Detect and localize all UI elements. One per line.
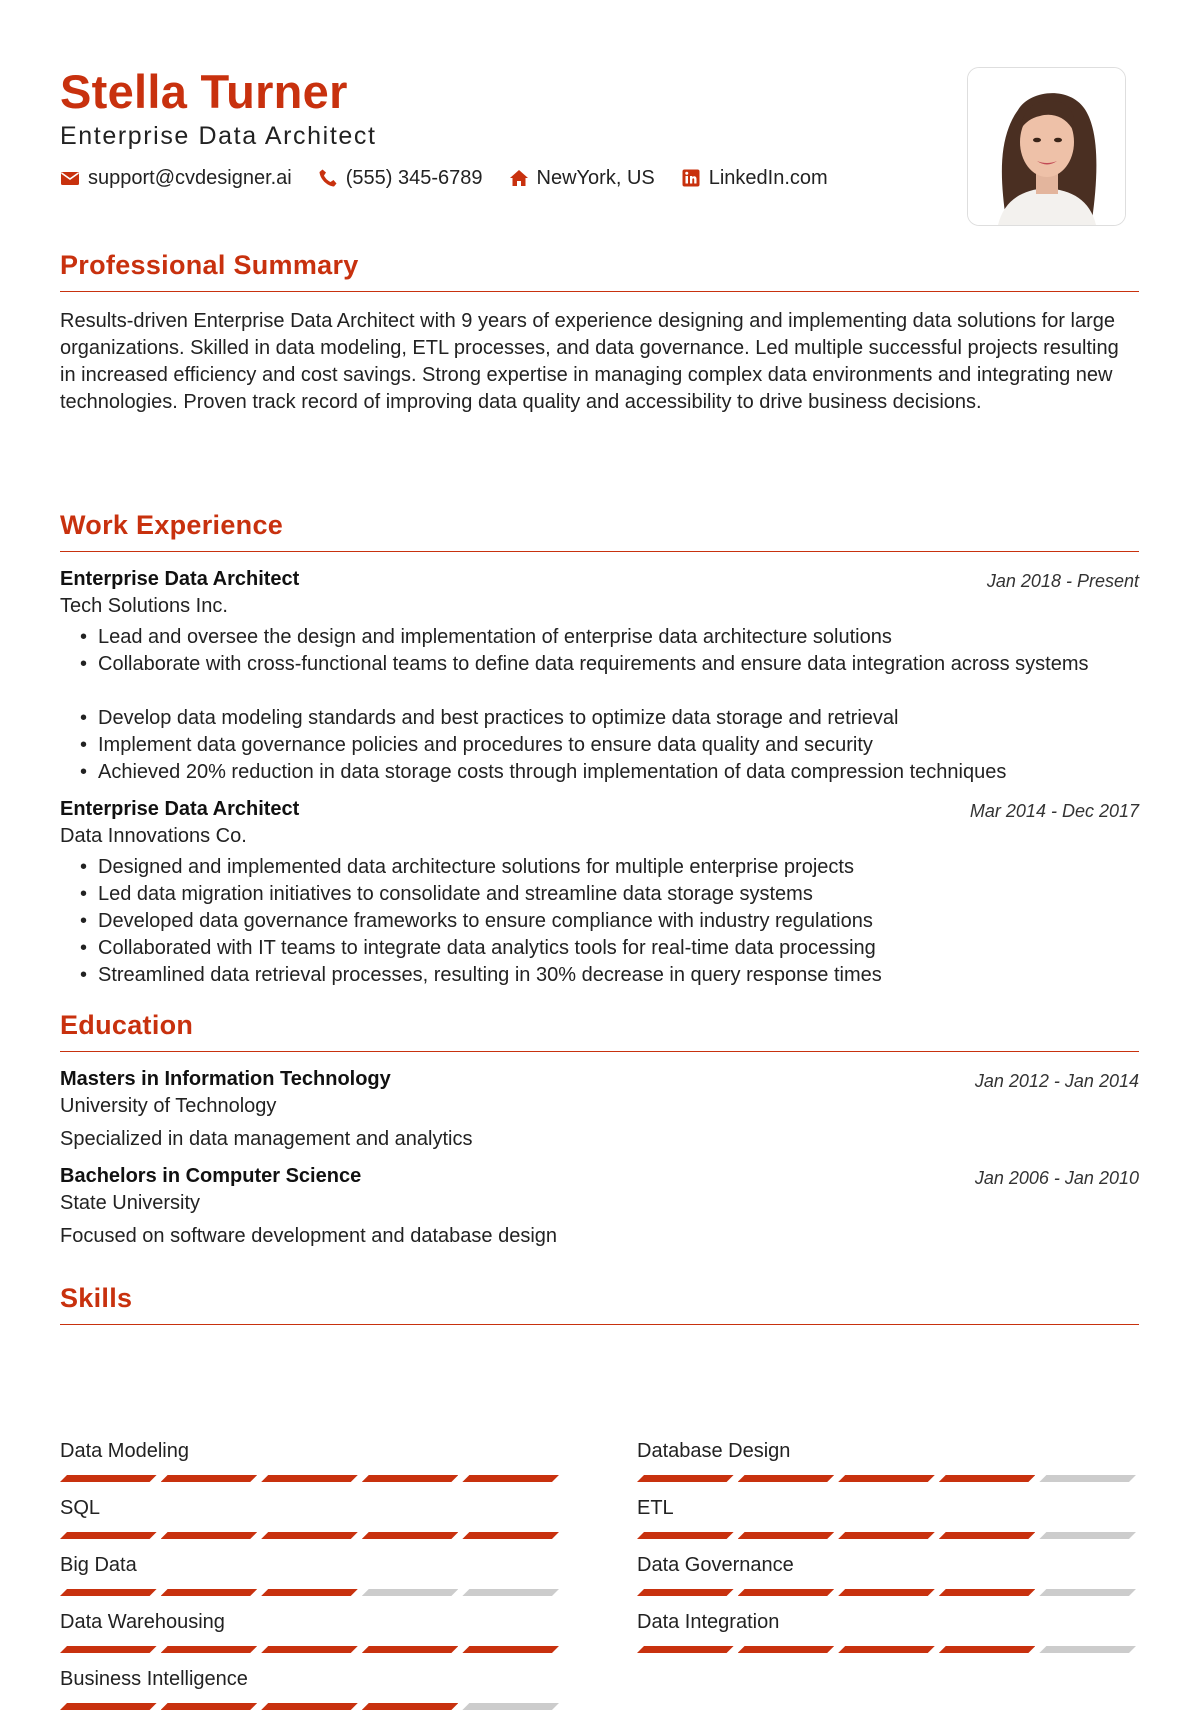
summary-section bbox=[60, 250, 1139, 416]
contact-location bbox=[509, 167, 655, 190]
experience-section bbox=[60, 510, 1139, 989]
contact-location-text: NewYork, US bbox=[536, 166, 655, 189]
skill-level-segment bbox=[161, 1532, 258, 1539]
skill-level-segment bbox=[637, 1646, 734, 1653]
skill-level-segment bbox=[362, 1589, 459, 1596]
education-heading: Education bbox=[60, 1010, 194, 1040]
skill-level-segment bbox=[462, 1703, 559, 1710]
skill-level-segment bbox=[838, 1475, 935, 1482]
home-icon bbox=[509, 168, 529, 188]
skill-name: Database Design bbox=[637, 1440, 791, 1462]
job-title: Enterprise Data Architect bbox=[60, 798, 300, 820]
skill-level-segment bbox=[738, 1646, 835, 1653]
job-bullet: • Achieved 20% reduction in data storage costs through implementation of data compression techniques bbox=[80, 759, 1139, 786]
job-bullet: • Develop data modeling standards and best practices to optimize data storage and retrieval bbox=[80, 705, 1139, 732]
skill-level-segment bbox=[161, 1646, 258, 1653]
skill-level-segment bbox=[60, 1532, 157, 1539]
section-divider bbox=[60, 551, 1139, 552]
skill-level-segment bbox=[838, 1646, 935, 1653]
skill-level-bar bbox=[60, 1475, 563, 1482]
candidate-name: Stella Turner bbox=[60, 65, 348, 118]
skill-level-bar bbox=[60, 1646, 563, 1653]
summary-text: Results-driven Enterprise Data Architect with 9 years of experience designing and implementing data solutions for large organizations. Skilled in data modeling, ETL processes, and data governance. Led multiple successful projects resulting in increased efficiency and cost savings. Strong expertise in managing complex data environments and integrating new technologies. Proven track record of improving data quality and accessibility to drive business decisions. bbox=[60, 310, 1119, 413]
skill-name: Data Modeling bbox=[60, 1440, 189, 1462]
skill-level-segment bbox=[161, 1589, 258, 1596]
job-dates: Jan 2018 - Present bbox=[986, 571, 1139, 591]
skill-name: ETL bbox=[637, 1497, 674, 1519]
skill-level-segment bbox=[939, 1646, 1036, 1653]
skills-section bbox=[60, 1283, 1139, 1325]
job-bullet: • Designed and implemented data architecture solutions for multiple enterprise projects bbox=[80, 854, 1139, 881]
job-bullets bbox=[60, 624, 1139, 786]
education-section bbox=[60, 1010, 1139, 1248]
experience-heading: Work Experience bbox=[60, 510, 284, 540]
skills-heading: Skills bbox=[60, 1283, 133, 1313]
education-description: Focused on software development and database design bbox=[60, 1225, 558, 1247]
skill-level-segment bbox=[362, 1646, 459, 1653]
job-bullet: • Developed data governance frameworks to ensure compliance with industry regulations bbox=[80, 908, 1139, 935]
skill-level-segment bbox=[838, 1532, 935, 1539]
skill-level-segment bbox=[261, 1532, 358, 1539]
skill-level-segment bbox=[637, 1589, 734, 1596]
education-dates: Jan 2012 - Jan 2014 bbox=[974, 1071, 1139, 1091]
skill-level-segment bbox=[261, 1589, 358, 1596]
skill-level-segment bbox=[362, 1475, 459, 1482]
job-entry bbox=[60, 568, 1139, 786]
education-entry bbox=[60, 1068, 1139, 1151]
education-description: Specialized in data management and analytics bbox=[60, 1128, 473, 1150]
skill-item bbox=[637, 1611, 1140, 1653]
summary-heading: Professional Summary bbox=[60, 250, 359, 280]
skill-level-segment bbox=[637, 1475, 734, 1482]
skill-level-segment bbox=[1039, 1532, 1136, 1539]
skill-item bbox=[60, 1554, 563, 1596]
skill-level-segment bbox=[161, 1475, 258, 1482]
skill-level-segment bbox=[939, 1475, 1036, 1482]
skill-level-segment bbox=[60, 1703, 157, 1710]
phone-icon bbox=[318, 168, 338, 188]
resume-header bbox=[60, 66, 920, 190]
section-divider bbox=[60, 1324, 1139, 1325]
contact-linkedin[interactable] bbox=[681, 167, 828, 190]
linkedin-icon bbox=[681, 168, 701, 188]
skill-level-bar bbox=[60, 1532, 563, 1539]
skill-level-segment bbox=[939, 1589, 1036, 1596]
job-bullet: • Implement data governance policies and procedures to ensure data quality and security bbox=[80, 732, 1139, 759]
skill-level-bar bbox=[637, 1532, 1140, 1539]
skill-level-segment bbox=[60, 1589, 157, 1596]
profile-photo bbox=[967, 67, 1126, 226]
job-bullet: • Led data migration initiatives to consolidate and streamline data storage systems bbox=[80, 881, 1139, 908]
job-company: Data Innovations Co. bbox=[60, 825, 247, 847]
skill-item bbox=[637, 1497, 1140, 1539]
skill-level-segment bbox=[838, 1589, 935, 1596]
skill-item bbox=[637, 1554, 1140, 1596]
skill-level-segment bbox=[1039, 1589, 1136, 1596]
skill-name: Big Data bbox=[60, 1554, 137, 1576]
section-divider bbox=[60, 1051, 1139, 1052]
education-entry bbox=[60, 1165, 1139, 1248]
education-dates: Jan 2006 - Jan 2010 bbox=[974, 1168, 1139, 1188]
envelope-icon bbox=[60, 168, 80, 188]
skill-level-segment bbox=[462, 1646, 559, 1653]
contact-row bbox=[60, 167, 920, 190]
skill-level-segment bbox=[261, 1475, 358, 1482]
contact-email[interactable] bbox=[60, 167, 292, 190]
contact-phone[interactable] bbox=[318, 167, 483, 190]
skill-level-segment bbox=[462, 1532, 559, 1539]
contact-linkedin-text: LinkedIn.com bbox=[708, 166, 828, 189]
job-company: Tech Solutions Inc. bbox=[60, 595, 228, 617]
skill-level-segment bbox=[462, 1475, 559, 1482]
skill-item bbox=[60, 1497, 563, 1539]
skill-level-segment bbox=[362, 1703, 459, 1710]
skill-name: SQL bbox=[60, 1497, 101, 1519]
skill-level-segment bbox=[1039, 1646, 1136, 1653]
skill-name: Data Integration bbox=[637, 1611, 780, 1633]
skill-name: Data Governance bbox=[637, 1554, 794, 1576]
skill-level-segment bbox=[60, 1646, 157, 1653]
skill-name: Business Intelligence bbox=[60, 1668, 248, 1690]
section-divider bbox=[60, 291, 1139, 292]
skill-level-bar bbox=[60, 1589, 563, 1596]
skill-item bbox=[637, 1440, 1140, 1482]
skill-level-segment bbox=[939, 1532, 1036, 1539]
contact-email-text: support@cvdesigner.ai bbox=[88, 166, 292, 189]
skill-item bbox=[60, 1611, 563, 1653]
job-bullets bbox=[60, 854, 1139, 989]
job-bullet: • Streamlined data retrieval processes, resulting in 30% decrease in query response times bbox=[80, 962, 1139, 989]
skill-level-segment bbox=[738, 1589, 835, 1596]
skill-level-bar bbox=[637, 1646, 1140, 1653]
skill-level-segment bbox=[261, 1703, 358, 1710]
skill-level-segment bbox=[362, 1532, 459, 1539]
skill-level-segment bbox=[60, 1475, 157, 1482]
skill-level-segment bbox=[1039, 1475, 1136, 1482]
skill-level-segment bbox=[738, 1475, 835, 1482]
skill-item bbox=[60, 1668, 563, 1710]
skill-name: Data Warehousing bbox=[60, 1611, 225, 1633]
skill-level-bar bbox=[637, 1589, 1140, 1596]
job-bullet: • Lead and oversee the design and implementation of enterprise data architecture solutions bbox=[80, 624, 1139, 651]
education-school: University of Technology bbox=[60, 1095, 277, 1117]
contact-phone-text: (555) 345-6789 bbox=[345, 166, 483, 189]
job-title: Enterprise Data Architect bbox=[60, 568, 300, 590]
skill-level-segment bbox=[462, 1589, 559, 1596]
skill-item bbox=[60, 1440, 563, 1482]
job-dates: Mar 2014 - Dec 2017 bbox=[969, 801, 1139, 821]
candidate-role: Enterprise Data Architect bbox=[60, 121, 377, 150]
skill-level-bar bbox=[637, 1475, 1140, 1482]
education-degree: Masters in Information Technology bbox=[60, 1068, 391, 1090]
skill-level-segment bbox=[161, 1703, 258, 1710]
skill-level-segment bbox=[261, 1646, 358, 1653]
education-school: State University bbox=[60, 1192, 201, 1214]
job-entry bbox=[60, 798, 1139, 989]
job-bullet: • Collaborated with IT teams to integrate data analytics tools for real-time data processing bbox=[80, 935, 1139, 962]
skill-level-bar bbox=[60, 1703, 563, 1710]
skill-level-segment bbox=[637, 1532, 734, 1539]
job-bullet: • Collaborate with cross-functional teams to define data requirements and ensure data integration across systems bbox=[80, 651, 1139, 678]
skill-level-segment bbox=[738, 1532, 835, 1539]
education-degree: Bachelors in Computer Science bbox=[60, 1165, 362, 1187]
